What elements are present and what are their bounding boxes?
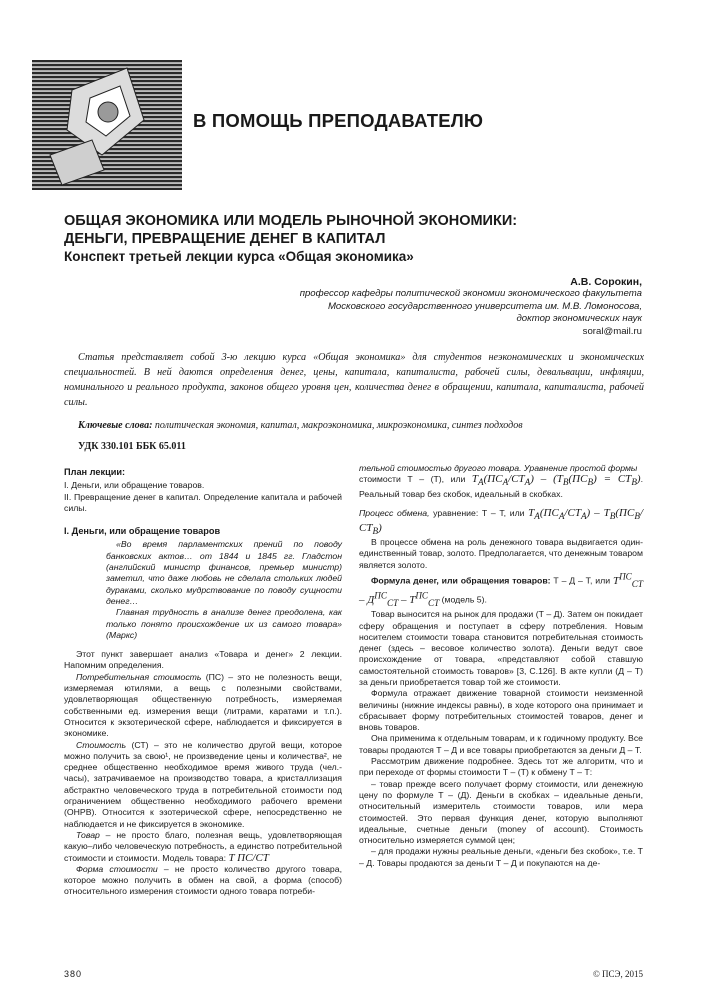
section-title: В ПОМОЩЬ ПРЕПОДАВАТЕЛЮ <box>193 110 484 131</box>
simple-form-formula: $T_A(ПС_A/СТ_A) - (T_B(ПС_B) = СТ_B)$ <box>471 473 641 488</box>
paragraph-gold: В процессе обмена на роль денежного товара выдвигается один-единственный товар, золото. Предполагается, что денежным товаром является золото. <box>359 537 643 570</box>
author-email[interactable]: soral@mail.ru <box>582 325 642 337</box>
author-affiliation-1: профессор кафедры политической экономии экономического факультета <box>299 288 642 300</box>
quote-part-2: Главная трудность в анализе денег преодолена, как только понято происхождение их из самого товара» (Маркс) <box>106 607 342 640</box>
article-title-line1: ОБЩАЯ ЭКОНОМИКА ИЛИ МОДЕЛЬ РЫНОЧНОЙ ЭКОНОМИКИ: <box>64 213 518 229</box>
paragraph-value-form: Форма стоимости – не просто количество другого товара, которое можно получить в обмен на свой, а форма (способ) относительного измерения стоимости одного товара потреби- <box>64 863 342 897</box>
author-degree: доктор экономических наук <box>516 313 642 325</box>
paragraph-use-value: Потребительная стоимость (ПС) – это не полезность вещи, измеряемая ютилями, а вещь с полезными свойствами, удовлетворяющая общественную потребность, измеряемая собственными ед. измерения вещи (литрами, каратами и т.п.). Относится к экзотерической сфере, наблюдается и фиксируется в экономике. <box>64 671 342 739</box>
paragraph-applicable: Она применима к отдельным товарам, и к годичному продукту. Все товары продаются Т – Д и все товары приобретаются за деньги Д – Т. <box>359 733 643 755</box>
paragraph-movement: Формула отражает движение товарной стоимости неизменной величины (нижние индексы равны), в ходе которого она принимает и сбрасывает форму потребительных стоимостей товаров, денег и вновь товаров. <box>359 688 643 733</box>
keywords-label: Ключевые слова: <box>78 420 153 431</box>
abstract: Статья представляет собой 3-ю лекцию курса «Общая экономика» для студентов неэкономических и экономических специальностей. В ней даются определения денег, цены, капитала, капиталиста, рабочей силы, девальвации, инфляции, номинального и реального продукта, законов общего уровня цен, количества денег в обращении, капитала, капиталиста, рабочей силы. <box>64 352 644 408</box>
paragraph-continue: тельной стоимостью другого товара. Уравнение простой формы <box>359 463 638 473</box>
author-block <box>222 276 642 338</box>
udk-code: УДК 330.101 ББК 65.011 <box>78 441 186 452</box>
article-title <box>64 212 664 266</box>
paragraph-sale: Товар выносится на рынок для продажи (Т – Д). Затем он покидает сферу обращения и поступает в сферу потребления. Новым носителем стоимости товара становится потребительная стоимость денег (здесь – весовое количество золота). Деньги ведут свое происхождение от товара, «представляют собой ставшую самостоятельной стоимость товаров» [3, С.126]. В акте купли (Д – Т) за деньги приобретается товар той же стоимости. <box>359 609 643 687</box>
author-name: А.В. Сорокин, <box>570 276 642 288</box>
paragraph-measure: – товар прежде всего получает форму стоимости, или денежную цену по формуле Т – (Д). Деньги в скобках – идеальные деньги, относительный измеритель стоимости товаров, или мера стоимостей. Это первая функция денег, которую выполняют идеальные, счетные деньги (money of account). Стоимость относительно измеряется суммой цен; <box>359 778 643 846</box>
commodity-model-formula: T ПС/СТ <box>228 851 269 864</box>
right-column <box>359 463 643 869</box>
money-circulation-formula: $T^{ПС}_{СТ} - Д^{ПС}_{СТ} - T^{ПС}_{СТ}$ <box>359 570 643 608</box>
money-formula-heading: Формула денег, или обращения товаров: <box>371 575 551 586</box>
term-value: Стоимость <box>76 739 127 750</box>
plan-item-1: I. Деньги, или обращение товаров. <box>64 480 205 491</box>
section-1-heading: I. Деньги, или обращение товаров <box>64 526 221 537</box>
plan-title: План лекции: <box>64 467 126 477</box>
left-column <box>64 463 342 898</box>
author-affiliation-2: Московского государственного университета им. М.В. Ломоносова, <box>327 300 642 312</box>
exchange-formula: $T_A(ПС_A/СТ_A) - T_B(ПС_B/СТ_B)$ <box>359 507 643 536</box>
copyright: © ПСЭ, 2015 <box>592 969 643 979</box>
epigraph-quote <box>106 539 342 641</box>
term-commodity: Товар <box>76 829 100 840</box>
paragraph-commodity: Товар – не просто благо, полезная вещь, удовлетворяющая какую–либо человеческую потребность, а единство потребительной стоимости и стоимости. Модель товара: T ПС/СТ <box>64 829 342 864</box>
paragraph-simple-form: стоимости Т – (Т), или $T_A(ПС_A/СТ_A) - (T_B(ПС_B) = СТ_B)$. Реальный товар без скобок, идеальный в скобках. <box>359 473 643 499</box>
paragraph-real-money: – для продажи нужны реальные деньги, «деньги без скобок», т.е. Т – Д. Товары продаются за деньги Т – Д и покупаются на де- <box>359 846 643 868</box>
keywords <box>64 419 644 433</box>
plan-item-2: II. Превращение денег в капитал. Определение капитала и рабочей силы. <box>64 491 342 513</box>
page-number: 380 <box>64 969 83 979</box>
term-value-form: Форма стоимости <box>76 863 158 874</box>
paragraph-money-formula: Формула денег, или обращения товаров: Т – Д – Т, или $T^{ПС}_{СТ} - Д^{ПС}_{СТ} - T^{ПС}_{СТ}$ (модель 5). <box>359 570 643 608</box>
keywords-text: политическая экономия, капитал, макроэкономика, микроэкономика, синтез подходов <box>152 420 523 431</box>
paragraph-value: Стоимость (СТ) – это не количество другой вещи, которое можно получить за свою¹, не произведение цены и количества², не среднее общественно необходимое время живого труда (чел.-часы), затрачиваемое на производство товара, а кристаллизация абстрактно человеческого труда в потребительной стоимости под ограничением общественно необходимого рабочего времени (ОНРВ). Относится к эзотерической сфере, непосредственно не наблюдается и не фиксируется в экономике. <box>64 739 342 829</box>
term-use-value: Потребительная стоимость <box>76 671 202 682</box>
paragraph-detail: Рассмотрим движение подробнее. Здесь тот же алгоритм, что и при переходе от формы стоимости Т – (Т) к обмену Т – Т: <box>359 756 643 778</box>
quote-part-1: «Во время парламентских прений по поводу банковских актов… от 1844 и 1845 гг. Гладстон (английский министр финансов, премьер министр) заметил, что даже любовь не сделала стольких людей дураками, сколько мудрствование по поводу сущности денег… <box>106 539 342 606</box>
paragraph-intro: Этот пункт завершает анализ «Товара и денег» 2 лекции. Напомним определения. <box>64 649 342 671</box>
paragraph-exchange: Процесс обмена, уравнение: Т – Т, или $T_A(ПС_A/СТ_A) - T_B(ПС_B/СТ_B)$ <box>359 507 643 536</box>
article-title-line2: ДЕНЬГИ, ПРЕВРАЩЕНИЕ ДЕНЕГ В КАПИТАЛ <box>64 231 386 247</box>
journal-logo-emblem <box>32 60 182 190</box>
article-subtitle: Конспект третьей лекции курса «Общая экономика» <box>64 249 414 264</box>
